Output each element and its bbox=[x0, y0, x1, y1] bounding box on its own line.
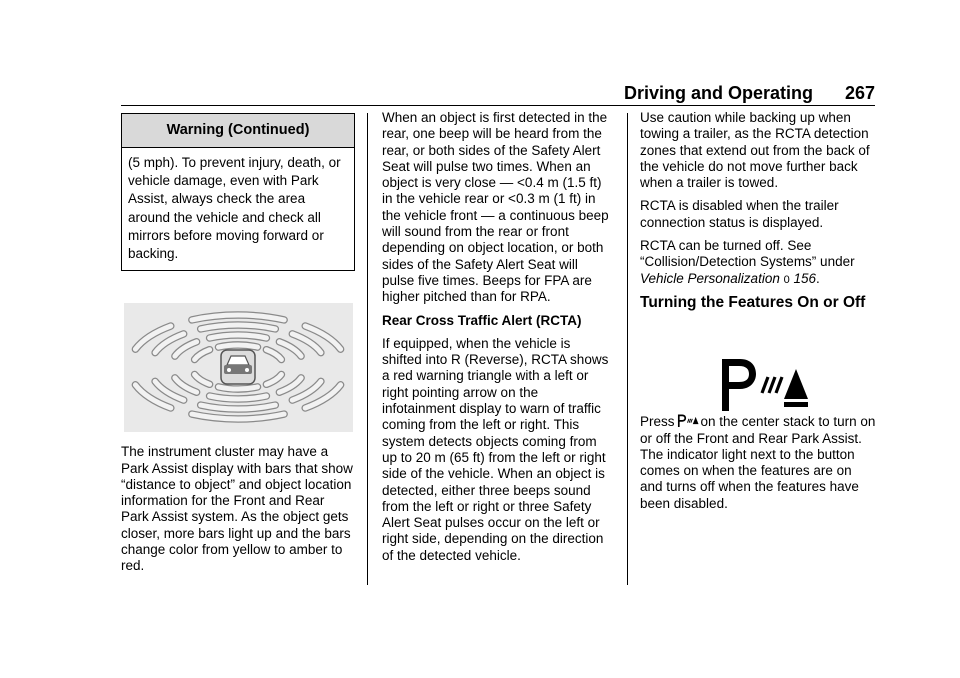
vehicle-headlight-right bbox=[245, 368, 249, 372]
column-divider-1 bbox=[367, 113, 368, 585]
column-divider-2 bbox=[627, 113, 628, 585]
page-ref-arrow: 0 bbox=[783, 273, 790, 286]
distance-bar bbox=[219, 387, 258, 389]
press-paragraph bbox=[640, 413, 876, 512]
park-assist-icon bbox=[718, 355, 810, 413]
rcta-paragraph: If equipped, when the vehicle is shifted into R (Reverse), RCTA shows a red warning triangle with a left or right pointing arrow on the infotainment display to warn of traffic coming from the left or right. This system detects objects coming from up to 20 m (65 ft) from the left or right side of the vehicle. When an object is detected, either three beeps sound from the left or right or three Safety Alert Seat pulses occur on the left or right side, depending on the direction of the detected vehicle. bbox=[382, 335, 609, 563]
instrument-cluster-paragraph: The instrument cluster may have a Park Assist display with bars that show “distance to object” and object location information for the Front and Rear Park Assist system. As the object gets closer, more bars light up and the bars change color from yellow to amber to red. bbox=[121, 444, 353, 574]
rcta-off-paragraph: RCTA can be turned off. See “Collision/Detection Systems” under Vehicle Personalization 0 156. bbox=[640, 238, 855, 286]
vehicle-headlight-left bbox=[227, 368, 231, 372]
rcta-off-text: RCTA can be turned off. See “Collision/Detection Systems” under bbox=[640, 238, 855, 270]
warning-text: (5 mph). To prevent injury, death, or vehicle damage, even with Park Assist, always check the area around the vehicle and check all mirrors before moving forward or backing. bbox=[128, 155, 341, 262]
section-title: Driving and Operating bbox=[623, 83, 813, 103]
vehicle-personalization-link[interactable]: Vehicle Personalization bbox=[640, 270, 780, 286]
rcta-subheading: Rear Cross Traffic Alert (RCTA) bbox=[382, 312, 582, 328]
distance-bar bbox=[219, 345, 258, 347]
vehicle-windshield bbox=[227, 356, 249, 365]
park-assist-inline-icon bbox=[677, 413, 699, 428]
warning-title: Warning (Continued) bbox=[122, 114, 354, 148]
column-1 bbox=[121, 113, 355, 582]
park-assist-bars-graphic bbox=[124, 303, 353, 432]
features-heading: Turning the Features On or Off bbox=[640, 293, 866, 311]
trailer-caution-paragraph: Use caution while backing up when towing a trailer, as the RCTA detection zones that extend out from the back of the vehicle do not move further back when a trailer is towed. bbox=[640, 110, 870, 191]
object-detection-paragraph: When an object is first detected in the rear, one beep will be heard from the rear, or both sides of the Safety Alert Seat will pulse two times. When an object is very close — <0.4 m (1.5 ft) in the vehicle rear or <0.3 m (1 ft) in the vehicle front — a continuous beep will sound from the rear or front depending on object location, or both sides of the Safety Alert Seat will pulse five times. Beeps for FPA are higher pitched than for RPA. bbox=[382, 110, 609, 305]
page-ref-number[interactable]: 156 bbox=[793, 270, 817, 286]
warning-box bbox=[121, 113, 355, 271]
press-text: on the center stack to turn on or off the Front and Rear Park Assist. The indicator light next to the button comes on when the features are on and turns off when the features have been disabled. bbox=[640, 414, 876, 511]
page-number: 267 bbox=[844, 83, 875, 103]
rcta-disabled-paragraph: RCTA is disabled when the trailer connection status is displayed. bbox=[640, 198, 839, 230]
press-word: Press bbox=[640, 414, 675, 430]
column-3 bbox=[640, 110, 876, 519]
park-assist-display-illustration bbox=[124, 303, 353, 432]
page-header bbox=[121, 79, 875, 106]
column-2 bbox=[382, 110, 612, 571]
